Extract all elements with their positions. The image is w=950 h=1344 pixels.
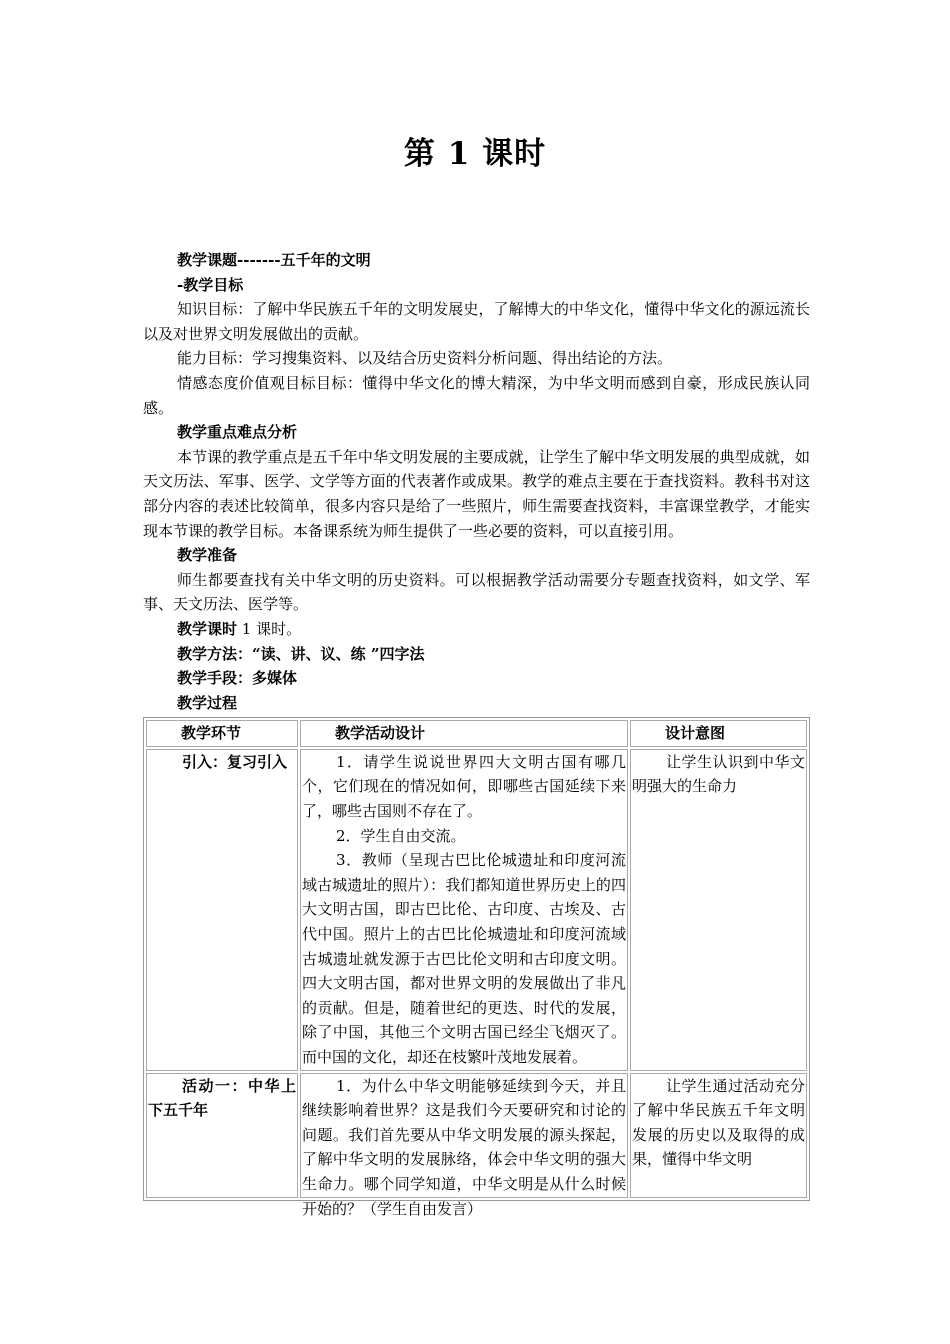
row-activity-cell	[300, 1073, 628, 1218]
ability-goal: 能力目标：学习搜集资料、以及结合历史资料分析问题、得出结论的方法。	[177, 349, 673, 368]
table-header-row	[146, 720, 807, 747]
process-table	[143, 717, 810, 1218]
teaching-hours	[143, 617, 810, 642]
preparation-text: 师生都要查找有关中华文明的历史资料。可以根据教学活动需要分专题查找资料，如文学、军事、天文历法、医学等。	[143, 570, 810, 614]
page-title: 第 1 课时	[403, 136, 547, 172]
table-row	[146, 1073, 807, 1198]
row-intent-cell	[630, 749, 807, 1071]
goals-heading: -教学目标	[177, 275, 244, 294]
document-body	[143, 248, 810, 1218]
row-stage-cell	[146, 749, 298, 1071]
teaching-method: 教学方法：“读、讲、议、练 ”四字法	[177, 644, 425, 663]
process-heading: 教学过程	[177, 693, 238, 712]
row-stage: 引入：复习引入	[182, 752, 288, 771]
row-activity-cell	[300, 749, 628, 1071]
preparation-heading: 教学准备	[177, 546, 238, 565]
table-row	[146, 749, 807, 1071]
header-activity: 教学活动设计	[300, 720, 628, 747]
knowledge-goal: 知识目标：了解中华民族五千年的文明发展史，了解博大的中华文化，懂得中华文化的源远流长以及对世界文明发展做出的贡献。	[143, 300, 810, 343]
key-points-text: 本节课的教学重点是五千年中华文明发展的主要成就，让学生了解中华文明发展的典型成就，如天文历法、军事、医学、文学等方面的代表著作或成果。教学的难点主要在于查找资料。教科书对这部分内容的表述比较简单，很多内容只是给了一些照片，师生需要查找资料，丰富课堂教学，才能实现本节课的教学目标。本备课系统为师生提供了一些必要的资料，可以直接引用。	[143, 447, 810, 540]
key-points-heading: 教学重点难点分析	[177, 423, 298, 442]
row-stage: 活动一：中华上下五千年	[148, 1076, 296, 1120]
teaching-hours-label: 教学课时	[177, 619, 238, 638]
activity-item: 1．请学生说说世界四大文明古国有哪几个，它们现在的情况如何，即哪些古国延续下来了，哪些古国则不存在了。	[302, 752, 626, 821]
row-intent: 让学生认识到中华文明强大的生命力	[632, 752, 805, 796]
row-intent: 让学生通过活动充分了解中华民族五千年文明发展的历史以及取得的成果，懂得中华文明	[632, 1076, 805, 1169]
row-intent-cell	[630, 1073, 807, 1198]
header-stage: 教学环节	[146, 720, 298, 747]
topic-line: 教学课题-------五千年的文明	[177, 251, 371, 269]
emotion-goal: 情感态度价值观目标目标：懂得中华文化的博大精深，为中华文明而感到自豪，形成民族认同感。	[143, 373, 810, 417]
header-intent: 设计意图	[630, 720, 807, 747]
row-stage-cell	[146, 1073, 298, 1198]
activity-item: 2．学生自由交流。	[336, 826, 466, 845]
teaching-hours-value: 1 课时。	[237, 619, 302, 638]
teaching-means: 教学手段：多媒体	[177, 669, 298, 688]
activity-item: 3．教师（呈现古巴比伦城遗址和印度河流域古城遗址的照片）：我们都知道世界历史上的四大文明古国，即古巴比伦、古印度、古埃及、古代中国。照片上的古巴比伦城遗址和印度河流域古城遗址就发源于古巴比伦文明和古印度文明。 四大文明古国，都对世界文明的发展做出了非凡的贡献。但是，随着世纪的更迭、时代的发展，除了中国，其他三个文明古国已经尘飞烟灭了。而中国的文化，却还在枝繁叶茂地发展着。	[302, 851, 626, 1066]
activity-item: 1．为什么中华文明能够延续到今天，并且继续影响着世界？这是我们今天要研究和讨论的问题。我们首先要从中华文明发展的源头探起，了解中华文明的发展脉络，体会中华文明的强大生命力。哪个同学知道，中华文明是从什么时候开始的？（学生自由发言）	[302, 1076, 626, 1218]
